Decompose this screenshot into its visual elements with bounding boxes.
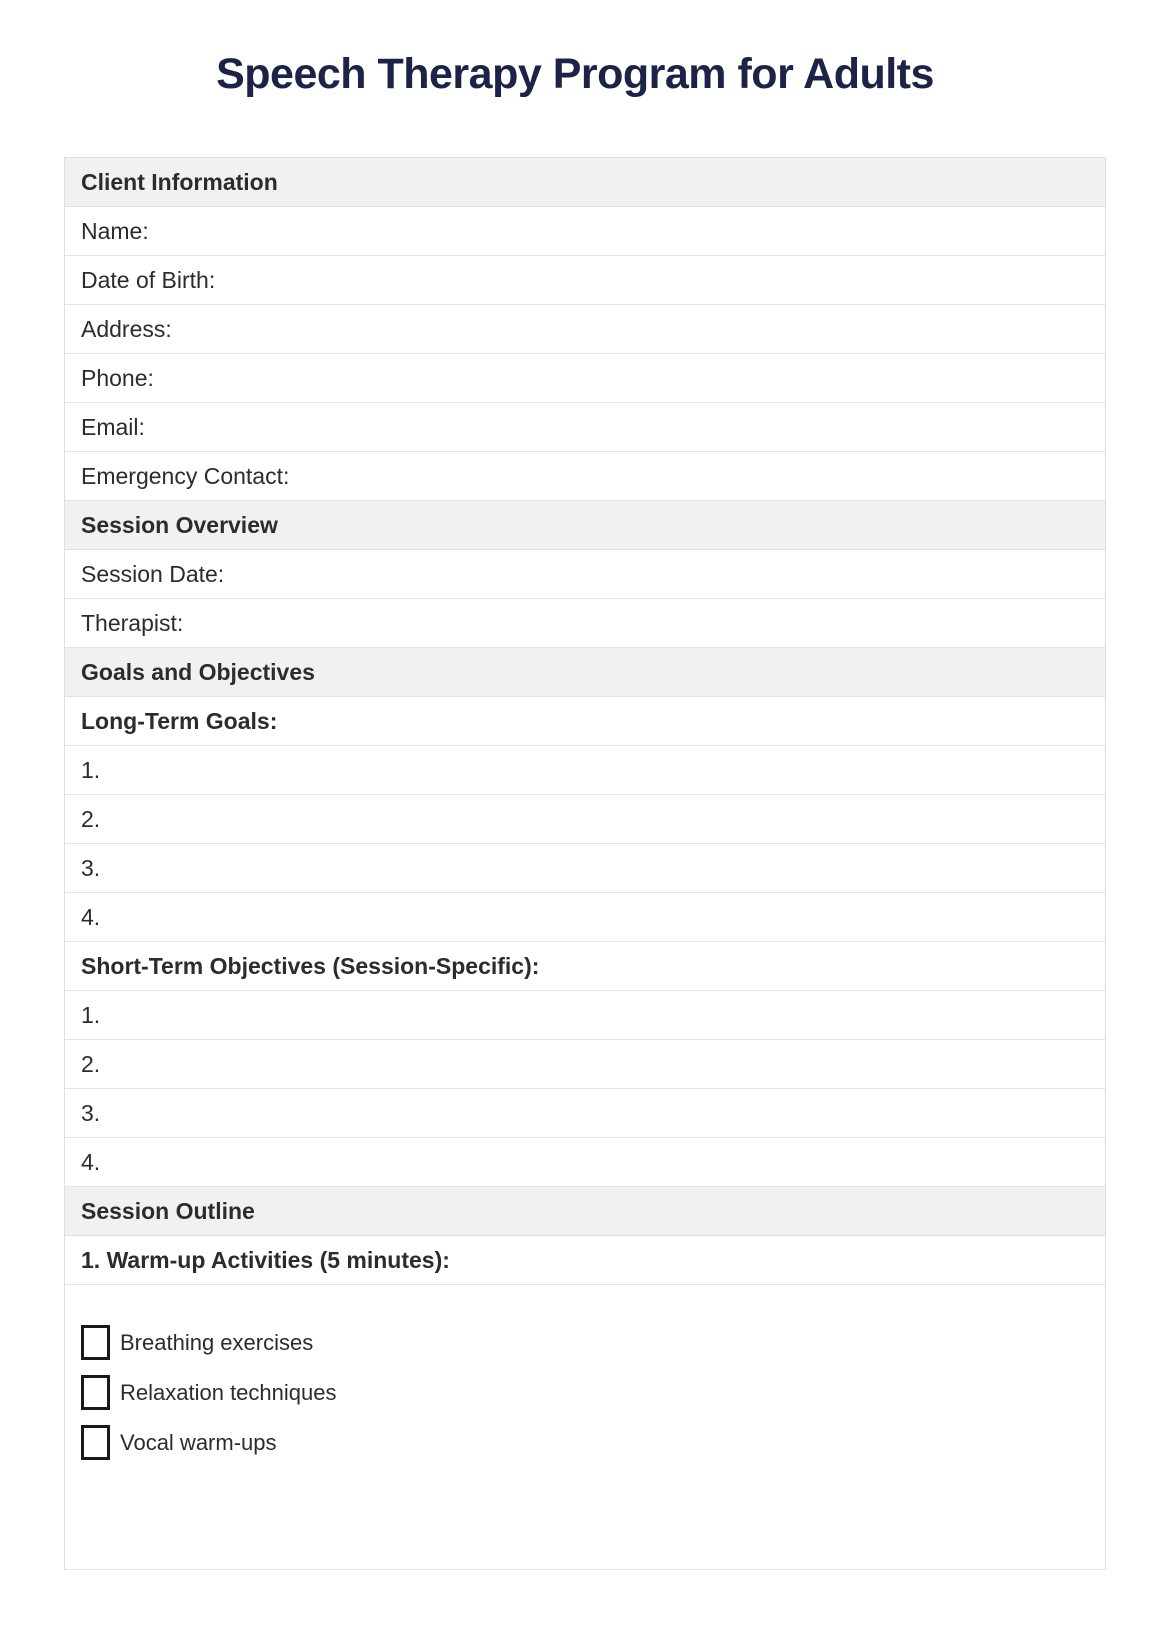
checklist-item-vocal-warm-ups — [81, 1425, 277, 1460]
goal-line-number: 2. — [81, 805, 101, 832]
section-header-client-information — [65, 158, 1105, 207]
field-label: Emergency Contact: — [81, 462, 290, 489]
field-label: Session Date: — [81, 560, 225, 587]
section-header-label: Goals and Objectives — [81, 658, 315, 685]
section-header-session-outline — [65, 1187, 1105, 1236]
objective-line-row — [65, 991, 1105, 1040]
section-header-label: Session Outline — [81, 1197, 255, 1224]
field-row-email — [65, 403, 1105, 452]
field-label: Therapist: — [81, 609, 184, 636]
form-table — [64, 157, 1106, 1570]
field-label: Email: — [81, 413, 145, 440]
field-row-emergency-contact — [65, 452, 1105, 501]
checkbox-relaxation-techniques[interactable] — [81, 1375, 110, 1410]
objective-line-row — [65, 1138, 1105, 1187]
checkbox-label: Vocal warm-ups — [120, 1429, 277, 1455]
field-label: Phone: — [81, 364, 154, 391]
checkbox-label: Relaxation techniques — [120, 1379, 337, 1405]
checklist-item-relaxation-techniques — [81, 1375, 336, 1410]
objective-line-row — [65, 1089, 1105, 1138]
checklist-item-breathing-exercises — [81, 1325, 313, 1360]
field-row-session-date — [65, 550, 1105, 599]
section-header-label: Client Information — [81, 168, 278, 195]
field-row-therapist — [65, 599, 1105, 648]
subheader-long-term-goals — [65, 697, 1105, 746]
objective-line-number: 2. — [81, 1050, 101, 1077]
goal-line-row — [65, 746, 1105, 795]
checkbox-breathing-exercises[interactable] — [81, 1325, 110, 1360]
section-header-label: Session Overview — [81, 511, 278, 538]
checkbox-vocal-warm-ups[interactable] — [81, 1425, 110, 1460]
section-header-session-overview — [65, 501, 1105, 550]
goal-line-number: 4. — [81, 903, 101, 930]
goal-line-row — [65, 795, 1105, 844]
goal-line-row — [65, 844, 1105, 893]
field-label: Name: — [81, 217, 149, 244]
objective-line-number: 3. — [81, 1099, 101, 1126]
field-row-phone — [65, 354, 1105, 403]
objective-line-number: 4. — [81, 1148, 101, 1175]
field-row-date-of-birth — [65, 256, 1105, 305]
objective-line-row — [65, 1040, 1105, 1089]
field-row-name — [65, 207, 1105, 256]
subheader-label: Short-Term Objectives (Session-Specific): — [81, 952, 540, 979]
subheader-warm-up-activities — [65, 1236, 1105, 1285]
section-header-goals-and-objectives — [65, 648, 1105, 697]
goal-line-row — [65, 893, 1105, 942]
goal-line-number: 3. — [81, 854, 101, 881]
subheader-label: Long-Term Goals: — [81, 707, 278, 734]
field-row-address — [65, 305, 1105, 354]
objective-line-number: 1. — [81, 1001, 101, 1028]
field-label: Address: — [81, 315, 172, 342]
page-title: Speech Therapy Program for Adults — [216, 50, 934, 98]
checkbox-label: Breathing exercises — [120, 1329, 314, 1355]
field-label: Date of Birth: — [81, 266, 216, 293]
subheader-label: 1. Warm-up Activities (5 minutes): — [81, 1246, 450, 1273]
warm-up-checklist-row — [65, 1285, 1105, 1570]
goal-line-number: 1. — [81, 756, 101, 783]
subheader-short-term-objectives — [65, 942, 1105, 991]
